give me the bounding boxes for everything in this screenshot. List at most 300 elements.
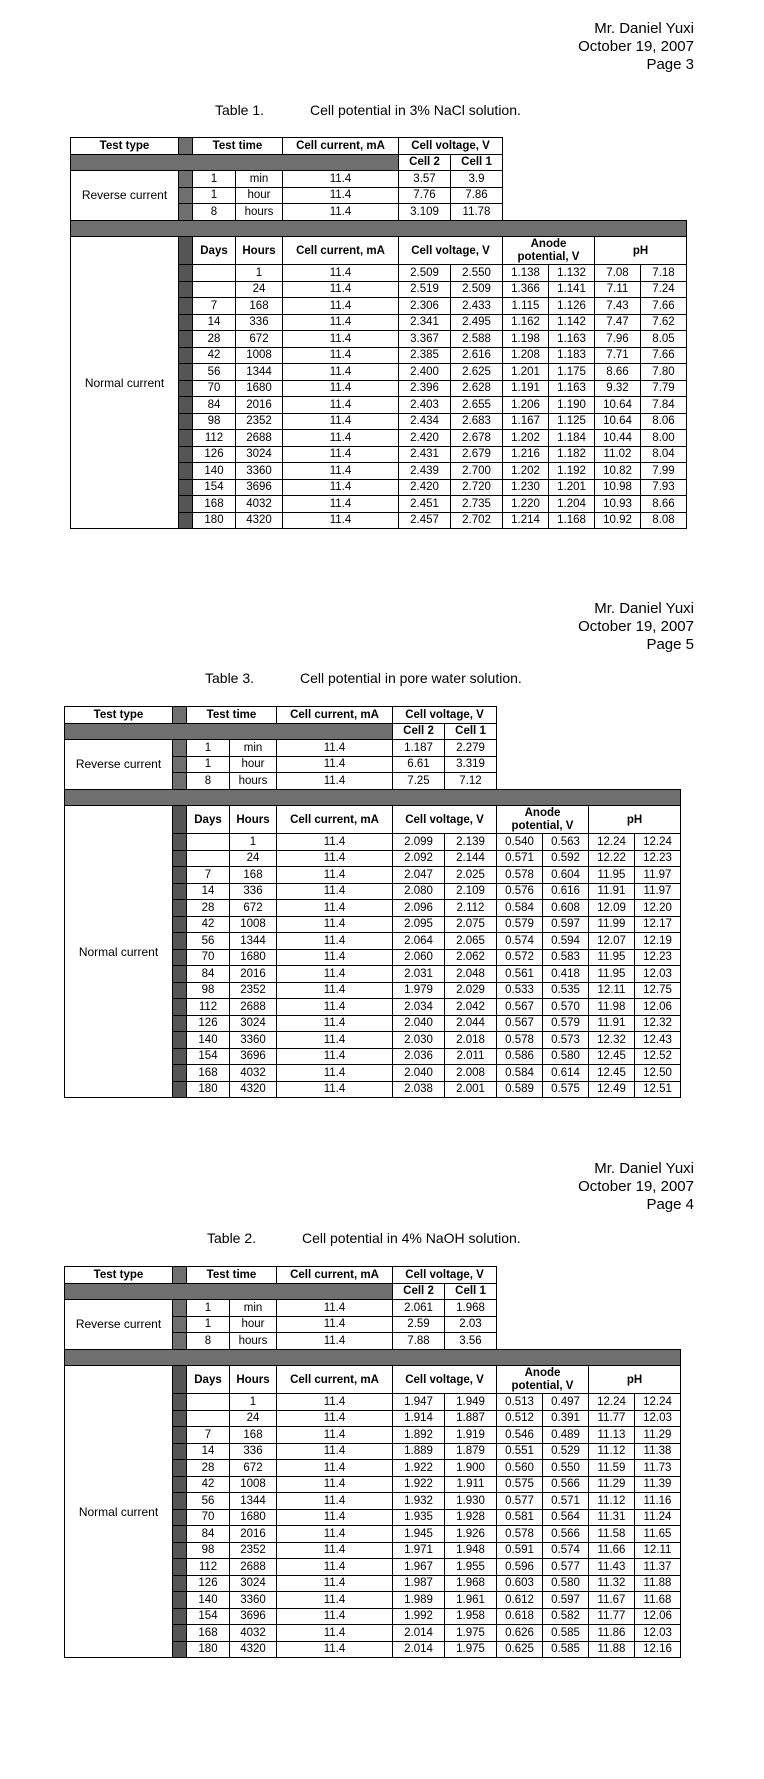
- empty-area: [503, 138, 687, 221]
- normal-cell2-voltage: 2.431: [399, 446, 451, 463]
- empty-area: [497, 1267, 681, 1350]
- normal-ph-1: 12.11: [589, 982, 635, 999]
- normal-ph-2: 7.24: [641, 281, 687, 298]
- normal-hours: 3360: [236, 463, 283, 480]
- header-cell-current: Cell current, mA: [277, 1267, 393, 1284]
- normal-ph-1: 12.09: [589, 900, 635, 917]
- spacer-cell: [173, 1575, 187, 1592]
- spacer-cell: [173, 740, 187, 757]
- normal-anode-2: 0.597: [543, 1592, 589, 1609]
- normal-cell2-voltage: 2.064: [393, 933, 445, 950]
- normal-ph-1: 11.43: [589, 1559, 635, 1576]
- normal-current: 11.4: [277, 1526, 393, 1543]
- spacer-cell: [173, 1394, 187, 1411]
- normal-days: 140: [187, 1592, 230, 1609]
- normal-cell2-voltage: 2.060: [393, 949, 445, 966]
- normal-anode-1: 0.626: [497, 1625, 543, 1642]
- reverse-cell2-voltage: 7.88: [393, 1333, 445, 1350]
- reverse-cell2-voltage: 7.25: [393, 773, 445, 790]
- normal-ph-2: 7.93: [641, 479, 687, 496]
- normal-current: 11.4: [277, 1015, 393, 1032]
- normal-current: 11.4: [283, 512, 399, 529]
- normal-cell1-voltage: 2.044: [445, 1015, 497, 1032]
- reverse-current-value: 11.4: [283, 204, 399, 221]
- normal-ph-1: 12.45: [589, 1048, 635, 1065]
- header-cell-voltage: Cell voltage, V: [393, 806, 497, 834]
- normal-cell1-voltage: 1.961: [445, 1592, 497, 1609]
- normal-anode-1: 0.513: [497, 1394, 543, 1411]
- normal-ph-2: 12.03: [635, 966, 681, 983]
- normal-anode-2: 1.192: [549, 463, 595, 480]
- normal-hours: 3024: [230, 1015, 277, 1032]
- normal-anode-1: 0.578: [497, 1526, 543, 1543]
- normal-ph-2: 12.19: [635, 933, 681, 950]
- normal-current: 11.4: [277, 1641, 393, 1658]
- normal-hours: 1344: [236, 364, 283, 381]
- normal-cell1-voltage: 1.948: [445, 1542, 497, 1559]
- normal-ph-2: 8.05: [641, 331, 687, 348]
- normal-cell1-voltage: 2.655: [451, 397, 503, 414]
- normal-days: 154: [187, 1048, 230, 1065]
- normal-current-label: Normal current: [71, 237, 179, 529]
- normal-anode-2: 0.571: [543, 1493, 589, 1510]
- normal-ph-2: 12.24: [635, 834, 681, 851]
- normal-current: 11.4: [277, 1493, 393, 1510]
- normal-ph-1: 11.91: [589, 1015, 635, 1032]
- normal-cell1-voltage: 2.001: [445, 1081, 497, 1098]
- spacer-cell: [173, 1065, 187, 1082]
- normal-cell1-voltage: 1.887: [445, 1410, 497, 1427]
- normal-anode-1: 0.596: [497, 1559, 543, 1576]
- reverse-time-unit: hours: [236, 204, 283, 221]
- header-author: Mr. Daniel Yuxi: [594, 20, 694, 37]
- normal-current: 11.4: [277, 1476, 393, 1493]
- reverse-current-value: 11.4: [283, 187, 399, 204]
- reverse-cell1-voltage: 3.9: [451, 171, 503, 188]
- normal-ph-1: 10.93: [595, 496, 641, 513]
- normal-hours: 4032: [230, 1065, 277, 1082]
- normal-ph-1: 11.12: [589, 1493, 635, 1510]
- spacer-cell: [179, 265, 193, 282]
- header-date: October 19, 2007: [578, 618, 694, 635]
- normal-ph-2: 7.66: [641, 347, 687, 364]
- reverse-time-unit: hour: [236, 187, 283, 204]
- spacer-cell: [173, 1366, 187, 1394]
- normal-hours: 3696: [236, 479, 283, 496]
- spacer-cell: [173, 982, 187, 999]
- normal-cell2-voltage: 2.080: [393, 883, 445, 900]
- normal-hours: 2352: [230, 982, 277, 999]
- normal-cell2-voltage: 2.341: [399, 314, 451, 331]
- header-days: Days: [193, 237, 236, 265]
- normal-ph-2: 7.18: [641, 265, 687, 282]
- normal-current: 11.4: [277, 1460, 393, 1477]
- normal-cell2-voltage: 1.892: [393, 1427, 445, 1444]
- gray-separator: [71, 220, 687, 237]
- header-cell-voltage: Cell voltage, V: [393, 1267, 497, 1284]
- normal-current-label: Normal current: [65, 806, 173, 1098]
- header-days: Days: [187, 1366, 230, 1394]
- normal-hours: 1008: [236, 347, 283, 364]
- header-anode-potential: Anode potential, V: [503, 237, 595, 265]
- normal-cell2-voltage: 2.439: [399, 463, 451, 480]
- header-ph: pH: [589, 1366, 681, 1394]
- normal-ph-2: 8.08: [641, 512, 687, 529]
- normal-ph-2: 12.06: [635, 999, 681, 1016]
- normal-hours: 2688: [230, 1559, 277, 1576]
- table-number: Table 3.: [205, 670, 255, 686]
- normal-hours: 1008: [230, 916, 277, 933]
- normal-days: 168: [187, 1625, 230, 1642]
- table-title: Cell potential in 3% NaCl solution.: [310, 102, 521, 118]
- header-ph: pH: [595, 237, 687, 265]
- normal-cell1-voltage: 2.588: [451, 331, 503, 348]
- normal-cell2-voltage: 2.451: [399, 496, 451, 513]
- normal-anode-1: 1.214: [503, 512, 549, 529]
- spacer-cell: [179, 430, 193, 447]
- normal-cell1-voltage: 2.109: [445, 883, 497, 900]
- normal-anode-2: 0.580: [543, 1575, 589, 1592]
- normal-days: 56: [187, 1493, 230, 1510]
- normal-cell2-voltage: 2.099: [393, 834, 445, 851]
- normal-anode-2: 0.418: [543, 966, 589, 983]
- reverse-cell1-voltage: 3.56: [445, 1333, 497, 1350]
- normal-anode-1: 0.581: [497, 1509, 543, 1526]
- normal-anode-2: 1.168: [549, 512, 595, 529]
- normal-cell1-voltage: 2.139: [445, 834, 497, 851]
- normal-cell2-voltage: 2.403: [399, 397, 451, 414]
- normal-anode-2: 0.535: [543, 982, 589, 999]
- header-anode-potential: Anode potential, V: [497, 806, 589, 834]
- normal-hours: 1344: [230, 1493, 277, 1510]
- normal-current: 11.4: [277, 1608, 393, 1625]
- normal-ph-1: 11.66: [589, 1542, 635, 1559]
- normal-anode-2: 1.125: [549, 413, 595, 430]
- spacer-cell: [179, 237, 193, 265]
- normal-anode-2: 1.182: [549, 446, 595, 463]
- normal-days: 126: [187, 1015, 230, 1032]
- normal-ph-2: 11.97: [635, 867, 681, 884]
- normal-cell1-voltage: 2.048: [445, 966, 497, 983]
- normal-anode-2: 0.579: [543, 1015, 589, 1032]
- normal-ph-2: 12.52: [635, 1048, 681, 1065]
- spacer-cell: [173, 773, 187, 790]
- normal-anode-1: 0.591: [497, 1542, 543, 1559]
- reverse-current-label: Reverse current: [71, 171, 179, 221]
- normal-anode-1: 1.366: [503, 281, 549, 298]
- normal-anode-1: 0.578: [497, 1032, 543, 1049]
- normal-anode-2: 1.141: [549, 281, 595, 298]
- normal-days: 42: [193, 347, 236, 364]
- normal-current: 11.4: [277, 933, 393, 950]
- reverse-current-value: 11.4: [277, 756, 393, 773]
- normal-cell2-voltage: 2.385: [399, 347, 451, 364]
- normal-current: 11.4: [283, 331, 399, 348]
- normal-hours: 3360: [230, 1592, 277, 1609]
- normal-anode-2: 0.585: [543, 1625, 589, 1642]
- normal-hours: 3024: [230, 1575, 277, 1592]
- normal-anode-2: 0.529: [543, 1443, 589, 1460]
- normal-hours: 2016: [230, 966, 277, 983]
- normal-cell2-voltage: 2.400: [399, 364, 451, 381]
- normal-ph-1: 7.43: [595, 298, 641, 315]
- normal-anode-2: 0.614: [543, 1065, 589, 1082]
- spacer-cell: [179, 204, 193, 221]
- spacer-cell: [173, 1015, 187, 1032]
- normal-cell2-voltage: 2.096: [393, 900, 445, 917]
- reverse-time-unit: min: [230, 740, 277, 757]
- reverse-current-value: 11.4: [277, 1300, 393, 1317]
- spacer-cell: [173, 1333, 187, 1350]
- normal-days: 98: [187, 982, 230, 999]
- normal-cell2-voltage: 2.047: [393, 867, 445, 884]
- data-table: [64, 1266, 681, 1658]
- normal-cell1-voltage: 1.930: [445, 1493, 497, 1510]
- normal-days: 14: [193, 314, 236, 331]
- header-cell-current: Cell current, mA: [277, 1366, 393, 1394]
- normal-cell2-voltage: 2.420: [399, 479, 451, 496]
- normal-ph-2: 7.66: [641, 298, 687, 315]
- normal-hours: 1: [230, 1394, 277, 1411]
- normal-cell1-voltage: 2.062: [445, 949, 497, 966]
- spacer-cell: [173, 1081, 187, 1098]
- normal-cell1-voltage: 1.975: [445, 1641, 497, 1658]
- normal-current: 11.4: [277, 1032, 393, 1049]
- spacer-cell: [179, 314, 193, 331]
- normal-ph-1: 11.98: [589, 999, 635, 1016]
- normal-anode-2: 0.497: [543, 1394, 589, 1411]
- normal-days: 70: [193, 380, 236, 397]
- spacer-cell: [173, 806, 187, 834]
- spacer-cell: [173, 1476, 187, 1493]
- reverse-time-value: 1: [193, 187, 236, 204]
- header-test-type: Test type: [71, 138, 179, 155]
- normal-current: 11.4: [277, 1575, 393, 1592]
- spacer-cell: [179, 298, 193, 315]
- normal-anode-2: 0.564: [543, 1509, 589, 1526]
- normal-ph-1: 11.58: [589, 1526, 635, 1543]
- normal-anode-1: 1.202: [503, 430, 549, 447]
- normal-cell2-voltage: 2.434: [399, 413, 451, 430]
- normal-cell2-voltage: 2.036: [393, 1048, 445, 1065]
- normal-days: 98: [187, 1542, 230, 1559]
- normal-current: 11.4: [277, 1394, 393, 1411]
- normal-cell2-voltage: 2.095: [393, 916, 445, 933]
- normal-ph-2: 12.24: [635, 1394, 681, 1411]
- normal-ph-1: 10.64: [595, 397, 641, 414]
- normal-ph-2: 11.37: [635, 1559, 681, 1576]
- normal-cell2-voltage: 2.519: [399, 281, 451, 298]
- reverse-time-unit: hour: [230, 756, 277, 773]
- normal-hours: 24: [236, 281, 283, 298]
- normal-anode-1: 0.551: [497, 1443, 543, 1460]
- spacer-cell: [179, 397, 193, 414]
- normal-current-label: Normal current: [65, 1366, 173, 1658]
- normal-days: 28: [187, 1460, 230, 1477]
- normal-days: 42: [187, 916, 230, 933]
- normal-anode-1: 1.191: [503, 380, 549, 397]
- normal-anode-1: 0.546: [497, 1427, 543, 1444]
- normal-current: 11.4: [277, 834, 393, 851]
- normal-anode-1: 0.533: [497, 982, 543, 999]
- normal-anode-1: 0.540: [497, 834, 543, 851]
- normal-ph-2: 12.43: [635, 1032, 681, 1049]
- normal-cell2-voltage: 1.914: [393, 1410, 445, 1427]
- reverse-time-value: 1: [187, 756, 230, 773]
- normal-ph-1: 11.67: [589, 1592, 635, 1609]
- normal-cell1-voltage: 2.678: [451, 430, 503, 447]
- normal-anode-1: 0.572: [497, 949, 543, 966]
- normal-anode-1: 0.561: [497, 966, 543, 983]
- normal-hours: 24: [230, 850, 277, 867]
- spacer-cell: [173, 867, 187, 884]
- normal-ph-2: 11.38: [635, 1443, 681, 1460]
- header-hours: Hours: [230, 1366, 277, 1394]
- normal-anode-1: 0.579: [497, 916, 543, 933]
- header-page-label: Page 4: [646, 1196, 694, 1213]
- normal-ph-2: 8.04: [641, 446, 687, 463]
- normal-ph-1: 11.77: [589, 1608, 635, 1625]
- spacer-cell: [179, 463, 193, 480]
- spacer-cell: [173, 1608, 187, 1625]
- normal-days: 84: [193, 397, 236, 414]
- spacer-cell: [173, 1443, 187, 1460]
- normal-ph-1: 8.66: [595, 364, 641, 381]
- normal-cell1-voltage: 2.720: [451, 479, 503, 496]
- normal-anode-2: 1.142: [549, 314, 595, 331]
- normal-days: 84: [187, 1526, 230, 1543]
- normal-ph-1: 12.49: [589, 1081, 635, 1098]
- normal-ph-1: 12.32: [589, 1032, 635, 1049]
- normal-cell2-voltage: 1.922: [393, 1460, 445, 1477]
- normal-cell1-voltage: 2.616: [451, 347, 503, 364]
- normal-ph-2: 11.68: [635, 1592, 681, 1609]
- normal-anode-2: 1.163: [549, 380, 595, 397]
- normal-anode-1: 0.578: [497, 867, 543, 884]
- normal-hours: 24: [230, 1410, 277, 1427]
- normal-anode-1: 0.560: [497, 1460, 543, 1477]
- normal-ph-2: 12.32: [635, 1015, 681, 1032]
- normal-ph-1: 11.29: [589, 1476, 635, 1493]
- normal-cell1-voltage: 1.879: [445, 1443, 497, 1460]
- spacer-cell: [173, 1410, 187, 1427]
- normal-anode-2: 0.580: [543, 1048, 589, 1065]
- reverse-current-value: 11.4: [277, 1316, 393, 1333]
- normal-ph-2: 11.88: [635, 1575, 681, 1592]
- header-date: October 19, 2007: [578, 38, 694, 55]
- normal-anode-2: 1.175: [549, 364, 595, 381]
- normal-anode-2: 0.575: [543, 1081, 589, 1098]
- normal-days: 7: [187, 867, 230, 884]
- normal-days: 28: [193, 331, 236, 348]
- normal-days: 14: [187, 883, 230, 900]
- normal-current: 11.4: [277, 1559, 393, 1576]
- normal-current: 11.4: [277, 1625, 393, 1642]
- normal-anode-2: 1.201: [549, 479, 595, 496]
- normal-ph-2: 11.73: [635, 1460, 681, 1477]
- reverse-cell2-voltage: 2.061: [393, 1300, 445, 1317]
- spacer-cell: [173, 1559, 187, 1576]
- normal-days: 84: [187, 966, 230, 983]
- normal-current: 11.4: [277, 900, 393, 917]
- normal-cell2-voltage: 2.014: [393, 1625, 445, 1642]
- normal-ph-2: 11.39: [635, 1476, 681, 1493]
- normal-anode-1: 0.574: [497, 933, 543, 950]
- normal-cell2-voltage: 1.932: [393, 1493, 445, 1510]
- normal-cell1-voltage: 1.926: [445, 1526, 497, 1543]
- normal-ph-2: 12.23: [635, 850, 681, 867]
- normal-cell2-voltage: 2.396: [399, 380, 451, 397]
- header-cell2: Cell 2: [393, 723, 445, 740]
- normal-days: [187, 850, 230, 867]
- normal-anode-1: 1.220: [503, 496, 549, 513]
- normal-current: 11.4: [277, 1065, 393, 1082]
- header-days: Days: [187, 806, 230, 834]
- normal-ph-2: 12.23: [635, 949, 681, 966]
- normal-cell1-voltage: 1.975: [445, 1625, 497, 1642]
- normal-anode-2: 0.566: [543, 1526, 589, 1543]
- normal-cell2-voltage: 2.306: [399, 298, 451, 315]
- normal-cell2-voltage: 2.030: [393, 1032, 445, 1049]
- normal-cell2-voltage: 2.014: [393, 1641, 445, 1658]
- spacer-cell: [179, 380, 193, 397]
- normal-cell2-voltage: 2.509: [399, 265, 451, 282]
- normal-cell1-voltage: 2.065: [445, 933, 497, 950]
- spacer-cell: [173, 1625, 187, 1642]
- normal-current: 11.4: [277, 1443, 393, 1460]
- spacer-cell: [173, 850, 187, 867]
- spacer-cell: [173, 1493, 187, 1510]
- normal-cell1-voltage: 2.018: [445, 1032, 497, 1049]
- normal-hours: 1: [236, 265, 283, 282]
- normal-current: 11.4: [283, 314, 399, 331]
- normal-ph-1: 7.71: [595, 347, 641, 364]
- spacer-cell: [173, 1460, 187, 1477]
- normal-hours: 336: [236, 314, 283, 331]
- reverse-cell1-voltage: 1.968: [445, 1300, 497, 1317]
- reverse-current-label: Reverse current: [65, 740, 173, 790]
- header-date: October 19, 2007: [578, 1178, 694, 1195]
- normal-ph-1: 11.86: [589, 1625, 635, 1642]
- spacer-cell: [173, 933, 187, 950]
- spacer-cell: [179, 446, 193, 463]
- normal-cell2-voltage: 1.922: [393, 1476, 445, 1493]
- normal-anode-2: 0.608: [543, 900, 589, 917]
- normal-anode-1: 1.138: [503, 265, 549, 282]
- normal-days: 168: [187, 1065, 230, 1082]
- normal-ph-1: 11.95: [589, 949, 635, 966]
- normal-cell2-voltage: 2.092: [393, 850, 445, 867]
- normal-days: 154: [193, 479, 236, 496]
- reverse-current-value: 11.4: [277, 773, 393, 790]
- normal-anode-1: 1.162: [503, 314, 549, 331]
- normal-ph-1: 11.02: [595, 446, 641, 463]
- normal-anode-1: 0.575: [497, 1476, 543, 1493]
- normal-ph-1: 11.99: [589, 916, 635, 933]
- normal-days: 140: [187, 1032, 230, 1049]
- spacer-cell: [173, 834, 187, 851]
- normal-current: 11.4: [283, 347, 399, 364]
- spacer-cell: [179, 331, 193, 348]
- header-cell-current: Cell current, mA: [277, 707, 393, 724]
- normal-hours: 3696: [230, 1608, 277, 1625]
- header-test-time: Test time: [187, 707, 277, 724]
- reverse-time-unit: hours: [230, 773, 277, 790]
- normal-anode-2: 0.616: [543, 883, 589, 900]
- header-cell-voltage: Cell voltage, V: [399, 237, 503, 265]
- normal-anode-2: 1.204: [549, 496, 595, 513]
- normal-hours: 2016: [230, 1526, 277, 1543]
